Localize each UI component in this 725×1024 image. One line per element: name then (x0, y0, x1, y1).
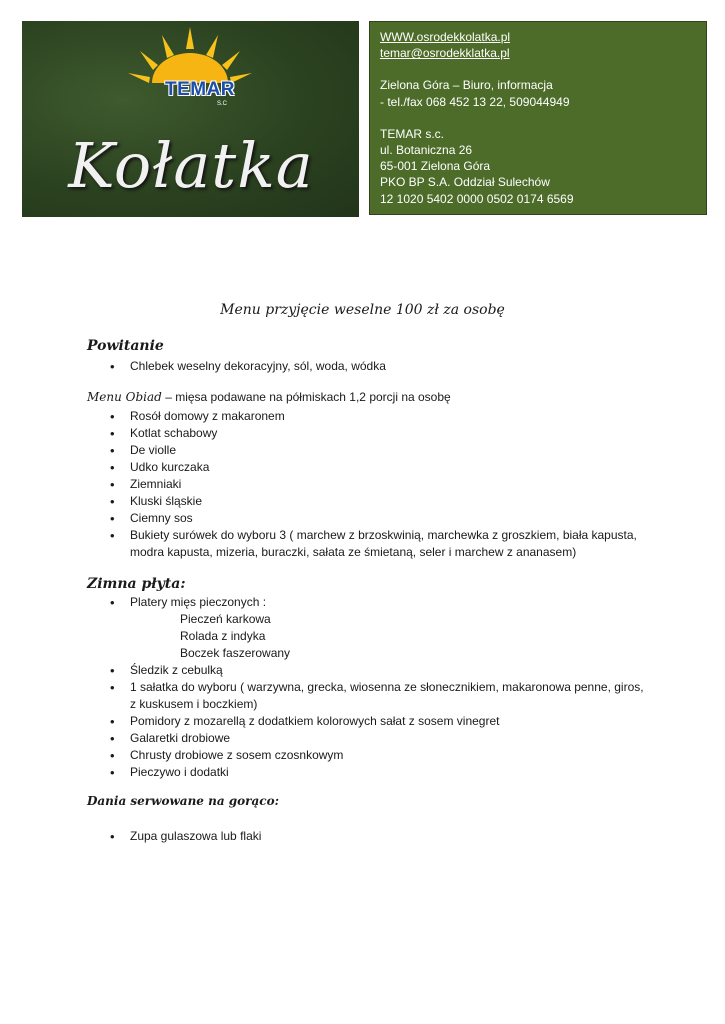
list-item: • Pieczywo i dodatki (110, 764, 650, 781)
platter-sub-item: Boczek faszerowany (180, 646, 291, 660)
list-item: • Kluski śląskie (110, 493, 650, 510)
hot-list (110, 828, 650, 845)
platter-label: Platery mięs pieczonych : (130, 595, 267, 609)
list-item: • Chrusty drobiowe z sosem czosnkowym (110, 747, 650, 764)
list-item: • Ziemniaki (110, 476, 650, 493)
list-item: • Rosół domowy z makaronem (110, 408, 650, 425)
company-text: TEMAR s.c. (380, 126, 445, 141)
logo-banner (22, 21, 359, 217)
account-text: 12 1020 5402 0000 0502 0174 6569 (380, 191, 574, 206)
hot-heading: Dania serwowane na gorąco: (87, 794, 280, 808)
list-item: • Śledzik z cebulką (110, 662, 650, 679)
list-item: • Bukiety surówek do wyboru 3 ( marchew z brzoskwinią, marchewka z groszkiem, biała kapusta, modra kapusta, mizeria, buraczki, sałata ze śmietaną, seler i marchew z ananasem) (110, 527, 650, 561)
office-text: Zielona Góra – Biuro, informacja (380, 78, 553, 93)
cold-heading: Zimna płyta: (87, 576, 186, 592)
logo-sc: S.C (217, 101, 228, 107)
dinner-note: – mięsa podawane na półmiskach 1,2 porcji na osobę (161, 390, 451, 404)
logo-brand: TEMAR (164, 79, 236, 100)
list-item: • De violle (110, 442, 650, 459)
phone-text: - tel./fax 068 452 13 22, 509044949 (380, 94, 570, 109)
list-item: • Kotlat schabowy (110, 425, 650, 442)
list-item: • 1 sałatka do wyboru ( warzywna, grecka, wiosenna ze słonecznikiem, makaronowa penne, giros, z kuskusem i boczkiem) (110, 679, 650, 713)
cold-list (110, 594, 650, 781)
list-item: • Ciemny sos (110, 510, 650, 527)
dinner-list (110, 408, 650, 561)
city-text: 65-001 Zielona Góra (380, 159, 491, 174)
welcome-list (110, 358, 650, 375)
dinner-heading (87, 390, 451, 404)
list-item (110, 594, 650, 662)
street-text: ul. Botaniczna 26 (380, 143, 473, 158)
list-item: • Pomidory z mozarellą z dodatkiem kolorowych sałat z sosem vinegret (110, 713, 650, 730)
platter-sub-item: Pieczeń karkowa (180, 612, 271, 626)
bank-text: PKO BP S.A. Oddział Sulechów (380, 175, 550, 190)
platter-sub-item: Rolada z indyka (180, 629, 266, 643)
welcome-heading: Powitanie (87, 338, 164, 354)
website-link[interactable]: WWW.osrodekkolatka.pl (380, 30, 511, 44)
list-item: • Chlebek weselny dekoracyjny, sól, woda, wódka (110, 358, 650, 375)
email-link[interactable]: temar@osrodekklatka.pl (380, 46, 510, 61)
dinner-heading-label: Menu Obiad (87, 390, 162, 404)
list-item: • Galaretki drobiowe (110, 730, 650, 747)
page-title: Menu przyjęcie weselne 100 zł za osobę (220, 302, 505, 318)
list-item: • Udko kurczaka (110, 459, 650, 476)
logo-script: Kołatka (68, 129, 314, 202)
list-item: • Zupa gulaszowa lub flaki (110, 828, 650, 845)
contact-box (369, 21, 707, 215)
